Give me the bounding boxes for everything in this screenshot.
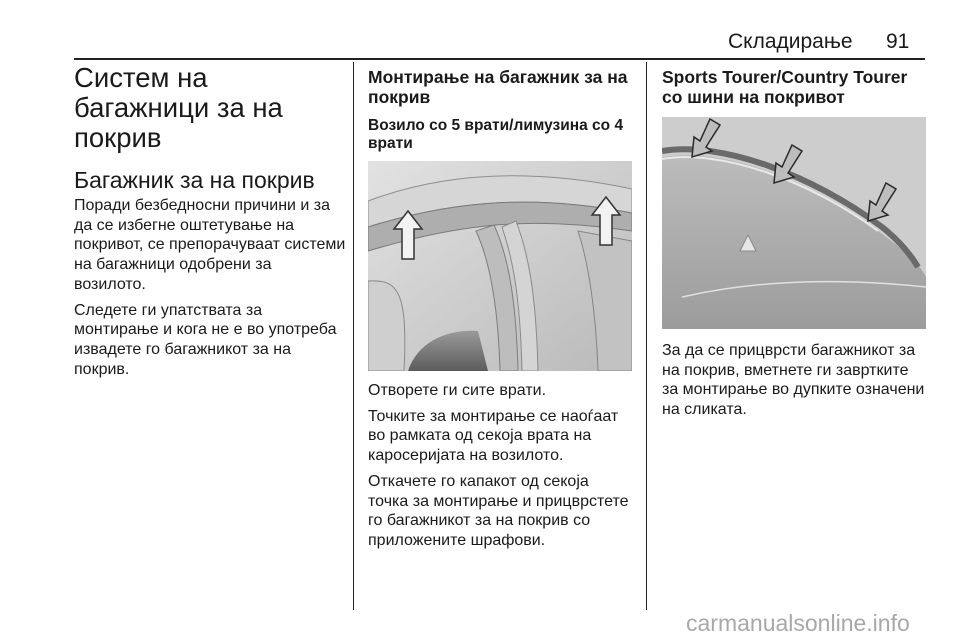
door-frame-mounting-points-illustration <box>368 161 632 371</box>
column-3 <box>662 67 927 426</box>
section-subheading: Sports Tourer/Country Tourer со шини на покривот <box>662 67 908 107</box>
page-number: 91 <box>886 30 910 53</box>
paragraph: Откачете го капакот од секоја точка за монтирање и прицврстете го багажникот за на покрив со приложените шрафови. <box>368 472 629 549</box>
section-heading: Систем на багажници за на покрив <box>74 62 283 153</box>
column-divider <box>353 62 354 610</box>
paragraph: За да се прицврсти багажникот за на покрив, вметнете ги завртките за монтирање во дупките означени на сликата. <box>662 342 925 419</box>
section-subheading: Возило со 5 врати/лимузина со 4 врати <box>368 117 624 152</box>
watermark: carmanualsonline.info <box>686 610 910 636</box>
section-heading: Монтирање на багажник за на покрив <box>368 67 628 107</box>
column-2 <box>368 67 633 557</box>
paragraph: Поради безбедносни причини и за да се избегне оштетување на покривот, се препорачуваат системи на багажници одобрени за возилото. <box>74 197 346 293</box>
paragraph: Следете ги упатствата за монтирање и кога не е во употреба извадете го багажникот за на покрив. <box>74 301 337 378</box>
header-rule <box>74 58 925 60</box>
paragraph: Отворете ги сите врати. <box>368 382 547 399</box>
page-header-title: Складирање <box>728 30 853 53</box>
paragraph: Точките за монтирање се наоѓаат во рамката од секоја врата на каросеријата на возилото. <box>368 407 619 465</box>
column-1 <box>74 63 346 385</box>
column-divider <box>646 62 647 610</box>
section-subheading: Багажник за на покрив <box>74 167 315 193</box>
roof-rails-mounting-holes-illustration <box>662 117 926 329</box>
